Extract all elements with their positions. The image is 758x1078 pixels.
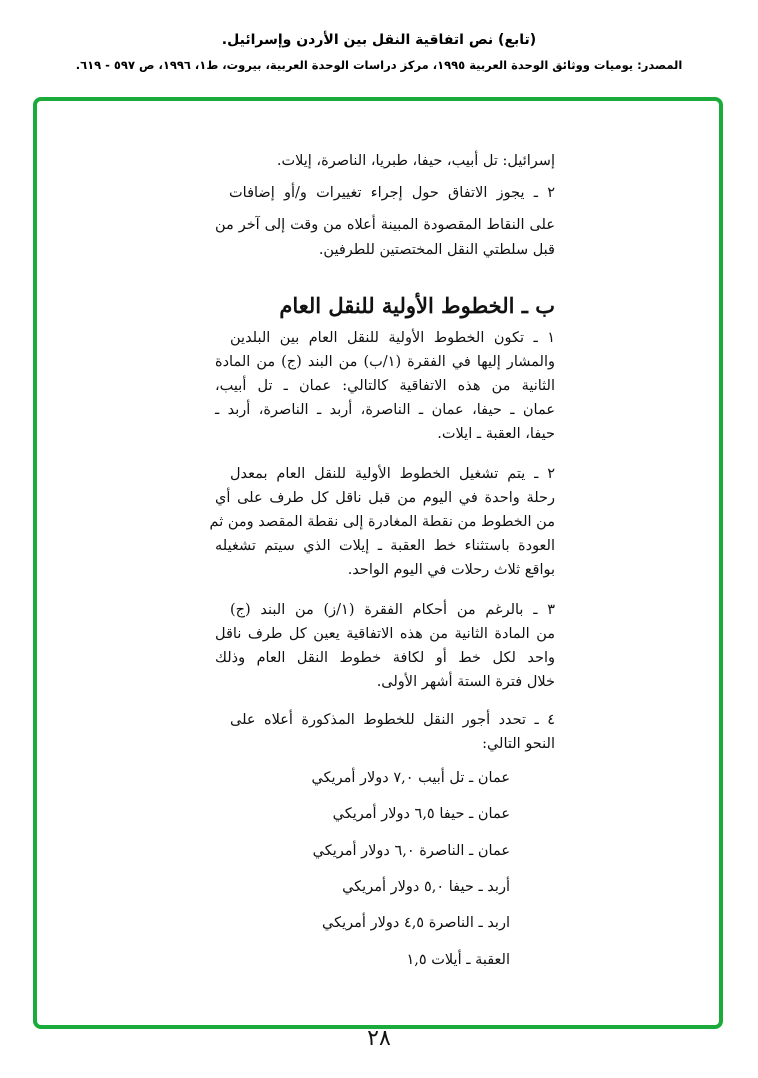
text-line: من المادة الثانية من هذه الاتفاقية يعين كل طرف ناقل bbox=[215, 626, 555, 642]
text-line: ١ ـ تكون الخطوط الأولية للنقل العام بين البلدين bbox=[230, 330, 555, 346]
text-line: بواقع ثلاث رحلات في اليوم الواحد. bbox=[347, 562, 555, 578]
text-line: ٤ ـ تحدد أجور النقل للخطوط المذكورة أعلاه على bbox=[230, 712, 555, 728]
text-line: رحلة واحدة في اليوم من قبل ناقل كل طرف على أي bbox=[215, 490, 555, 506]
text-line: على النقاط المقصودة المبينة أعلاه من وقت إلى آخر من bbox=[215, 217, 555, 233]
text-line: النحو التالي: bbox=[482, 736, 555, 752]
fare-item: اربد ـ الناصرة ٤,٥ دولار أمريكي bbox=[322, 915, 510, 931]
text-line: والمشار إليها في الفقرة (١/ب) من البند (ج) من المادة bbox=[215, 354, 555, 370]
fare-item: عمان ـ تل أبيب ٧,٠ دولار أمريكي bbox=[311, 770, 510, 786]
source-citation: المصدر: يوميات ووثائق الوحدة العربية ١٩٩٥، مركز دراسات الوحدة العربية، بيروت، ط١، ١٩٩٦، ص ٥٩٧ - ٦١٩. bbox=[75, 58, 683, 72]
fare-item: عمان ـ الناصرة ٦,٠ دولار أمريكي bbox=[312, 843, 510, 859]
text-line: حيفا، العقبة ـ ايلات. bbox=[437, 426, 555, 442]
text-line: الثانية من هذه الاتفاقية كالتالي: عمان ـ تل أبيب، bbox=[215, 378, 555, 394]
fare-item: أربد ـ حيفا ٥,٠ دولار أمريكي bbox=[342, 879, 510, 895]
text-line: ٣ ـ بالرغم من أحكام الفقرة (١/ز) من البند (ج) bbox=[230, 602, 555, 618]
text-line: قبل سلطتي النقل المختصتين للطرفين. bbox=[318, 242, 555, 258]
text-line: إسرائيل: تل أبيب، حيفا، طبريا، الناصرة، إيلات. bbox=[276, 153, 555, 169]
text-line: عمان ـ حيفا، عمان ـ الناصرة، أربد ـ الناصرة، أربد ـ bbox=[215, 402, 555, 418]
text-line: ٢ ـ يتم تشغيل الخطوط الأولية للنقل العام بمعدل bbox=[230, 466, 555, 482]
text-line: واحد لكل خط أو لكافة خطوط النقل العام وذلك bbox=[215, 650, 555, 666]
text-line: ٢ ـ يجوز الاتفاق حول إجراء تغييرات و/أو إضافات bbox=[229, 185, 555, 201]
fare-item: العقبة ـ أيلات ١,٥ bbox=[406, 952, 510, 968]
document-title: (تابع) نص اتفاقية النقل بين الأردن وإسرائيل. bbox=[221, 32, 537, 48]
text-line: العودة باستثناء خط العقبة ـ إيلات الذي سيتم تشغيله bbox=[215, 538, 555, 554]
text-line: من الخطوط من نقطة المغادرة إلى نقطة المقصد ومن ثم bbox=[209, 514, 555, 530]
text-line: خلال فترة الستة أشهر الأولى. bbox=[376, 674, 555, 690]
page-number: ٢٨ bbox=[367, 1026, 391, 1051]
fare-item: عمان ـ حيفا ٦,٥ دولار أمريكي bbox=[332, 806, 510, 822]
section-heading: ب ـ الخطوط الأولية للنقل العام bbox=[279, 293, 555, 318]
